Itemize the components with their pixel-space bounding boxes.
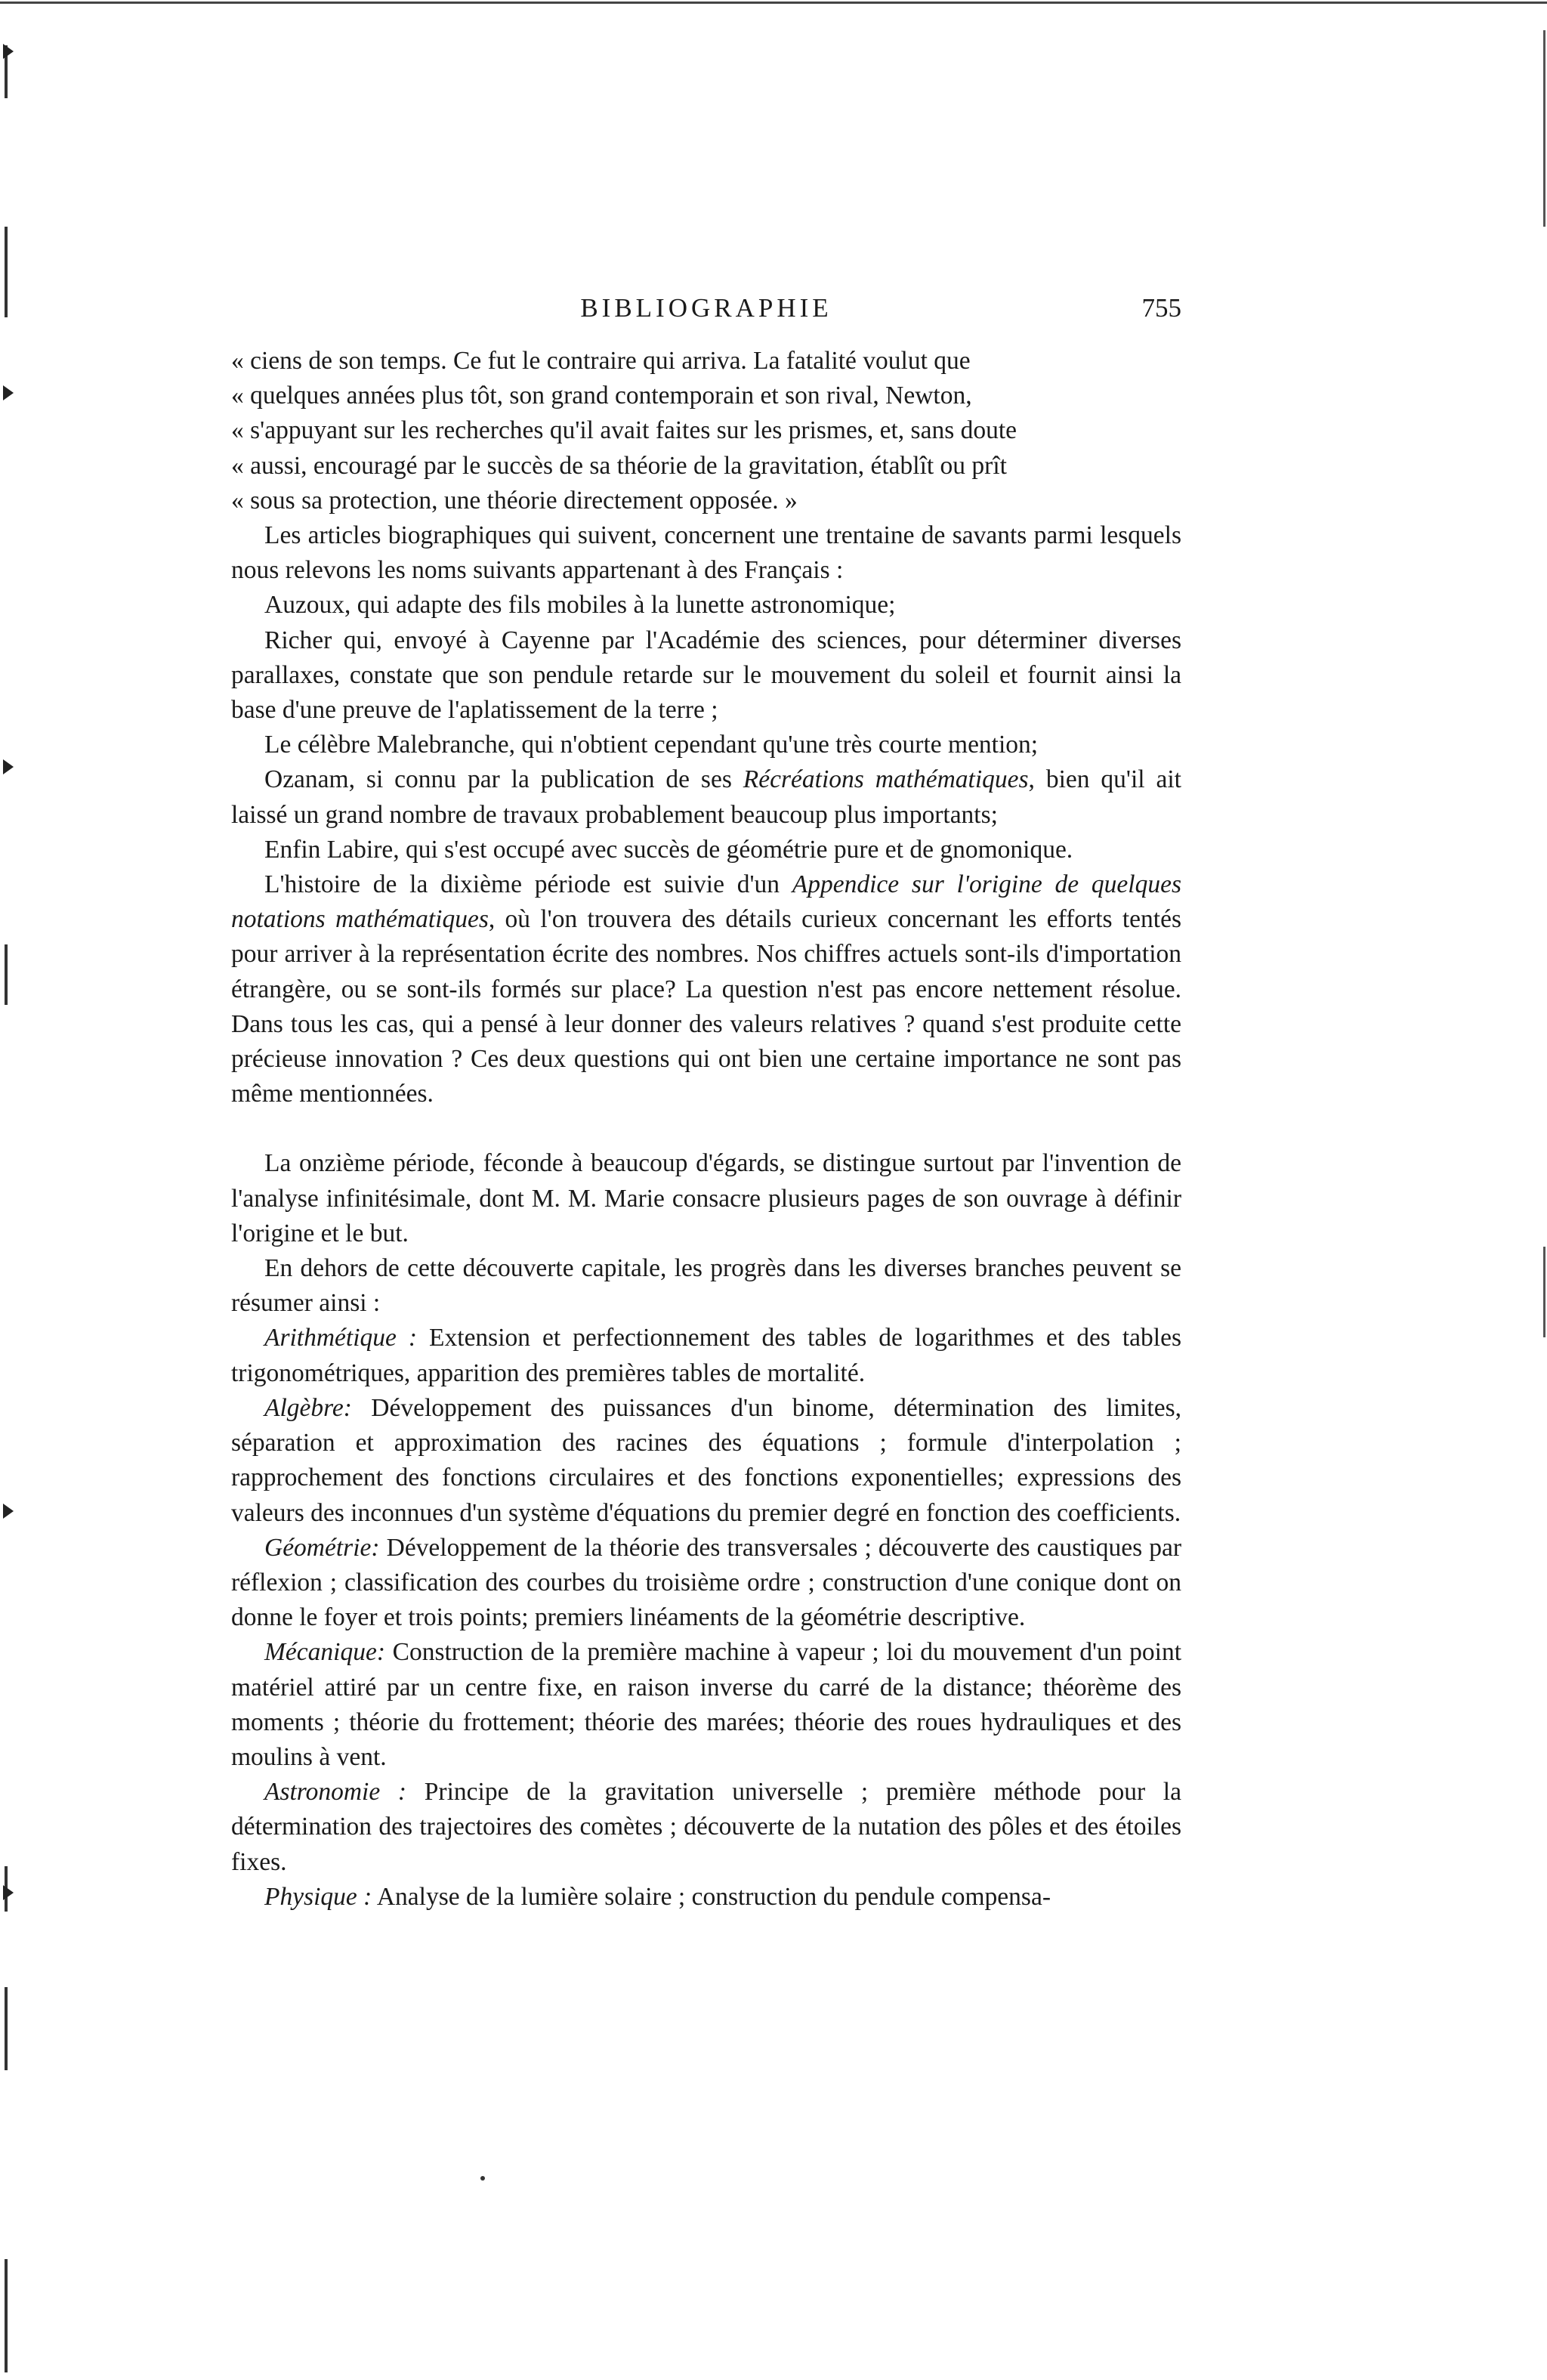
left-margin-mark [5,944,8,1005]
paragraph-ozanam [231,762,1181,832]
branch-paragraph [231,1635,1181,1775]
quote-line: « ciens de son temps. Ce fut le contraire qui arriva. La fatalité voulut que [231,347,971,375]
left-margin-arrow-icon [3,1504,14,1519]
branch-text: Développement des puissances d'un binome, détermination des limites, séparation et approximation des racines des équations ; formule d'interpolation ; rapprochement des fonctions circulaires et des fonctions exponentielles; expressions des valeurs des inconnues d'un système d'équations du premier degré en fonction des coefficients. [231,1393,1181,1527]
paragraph: Enfin Labire, qui s'est occupé avec succès de géométrie pure et de gnomonique. [264,835,1073,864]
paragraph: Auzoux, qui adapte des fils mobiles à la lunette astronomique; [264,591,896,620]
left-margin-arrow-icon [3,759,14,774]
appendix-text-before: L'histoire de la dixième période est suivie d'un [264,870,792,899]
left-margin-mark [5,227,8,317]
appendix-text-after: , où l'on trouvera des détails curieux concernant les efforts tentés pour arriver à la représentation écrite des nombres. Nos chiffres actuels sont-ils d'importation étrangère, ou se sont-ils formés sur place? La question n'est pas encore nettement résolue. Dans tous les cas, qui a pensé à leur donner des valeurs relatives ? quand s'est produite cette précieuse innovation ? [231,905,1181,1074]
branch-term: Algèbre: [264,1393,352,1422]
body-text [231,344,1181,1915]
right-margin-mark [1543,30,1545,227]
branch-text: Extension et perfectionnement des tables de logarithmes et des tables trigonométriques, apparition des premières tables de mortalité. [231,1324,1181,1387]
branch-text: Analyse de la lumière solaire ; construction du pendule compensa- [372,1882,1051,1911]
branch-term: Mécanique: [264,1638,385,1667]
branch-paragraph [231,1880,1181,1915]
top-scan-rule [0,2,1547,4]
paragraph: Le célèbre Malebranche, qui n'obtient cependant qu'une très courte mention; [264,731,1039,759]
paragraph: Richer qui, envoyé à Cayenne par l'Académie des sciences, pour déterminer diverses parallaxes, constate que son pendule retarde sur le mouvement du soleil et fournit ainsi la base d'une preuve de l'aplatissement de la terre ; [231,626,1181,725]
left-margin-arrow-icon [3,1885,14,1900]
ozanam-book-title: Récréations mathématiques [743,765,1029,794]
branch-text: Développement de la théorie des transversales ; découverte des caustiques par réflexion ; classification des courbes du troisième ordre ; construction d'une conique dont on donne le foyer et trois points; premiers linéaments de la géométrie descriptive. [231,1533,1181,1632]
quote-line: « sous sa protection, une théorie directement opposée. » [231,486,798,515]
left-margin-arrow-icon [3,385,14,400]
left-margin-arrow-icon [3,44,14,59]
branch-text: Construction de la première machine à vapeur ; loi du mouvement d'un point matériel attiré par un centre fixe, en raison inverse du carré de la distance; théorème des moments ; théorie du frottement; théorie des marées; théorie des roues hydrauliques et des moulins à vent. [231,1638,1181,1771]
quote-line: « s'appuyant sur les recherches qu'il avait faites sur les prismes, et, sans doute [231,416,1017,445]
branch-text: Principe de la gravitation universelle ; première méthode pour la détermination des trajectoires des comètes ; découverte de la nutation des pôles et des étoiles fixes. [231,1778,1181,1876]
ink-speck [480,2176,485,2181]
ozanam-text-before: Ozanam, si connu par la publication de ses [264,765,743,794]
paragraph-appendix [231,867,1181,1111]
branch-term: Géométrie: [264,1533,380,1562]
page-header [231,293,1181,331]
quote-line: « aussi, encouragé par le succès de sa théorie de la gravitation, établît ou prît [231,451,1007,480]
right-margin-mark [1543,1247,1545,1337]
branch-paragraph [231,1775,1181,1880]
paragraph: La onzième période, féconde à beaucoup d'égards, se distingue surtout par l'invention de l'analyse infinitésimale, dont M. M. Marie consacre plusieurs pages de son ouvrage à définir l'origine et le but. [231,1149,1181,1247]
quote-line: « quelques années plus tôt, son grand contemporain et son rival, Newton, [231,382,972,410]
paragraph: En dehors de cette découverte capitale, les progrès dans les diverses branches peuvent se résumer ainsi : [231,1254,1181,1318]
branch-paragraph [231,1391,1181,1531]
page-number: 755 [1141,293,1181,323]
appendix-closing-text: Ces deux questions qui ont bien une certaine importance ne sont pas même mentionnées. [231,1045,1182,1108]
running-title: BIBLIOGRAPHIE [580,293,832,323]
paragraph: Les articles biographiques qui suivent, concernent une trentaine de savants parmi lesquels nous relevons les noms suivants appartenant à des Français : [231,521,1181,585]
branch-paragraph [231,1531,1181,1636]
appendix-title: Appendice sur l'origine de quelques notations mathématiques [231,870,1181,934]
left-margin-mark [5,2259,8,2372]
branch-paragraph [231,1321,1181,1390]
left-margin-mark [5,1987,8,2070]
branch-term: Astronomie : [264,1778,407,1807]
branch-term: Arithmétique : [264,1324,418,1352]
branch-term: Physique : [264,1882,372,1911]
ozanam-text-after: , bien qu'il ait laissé un grand nombre de travaux probablement beaucoup plus importants; [231,765,1181,829]
